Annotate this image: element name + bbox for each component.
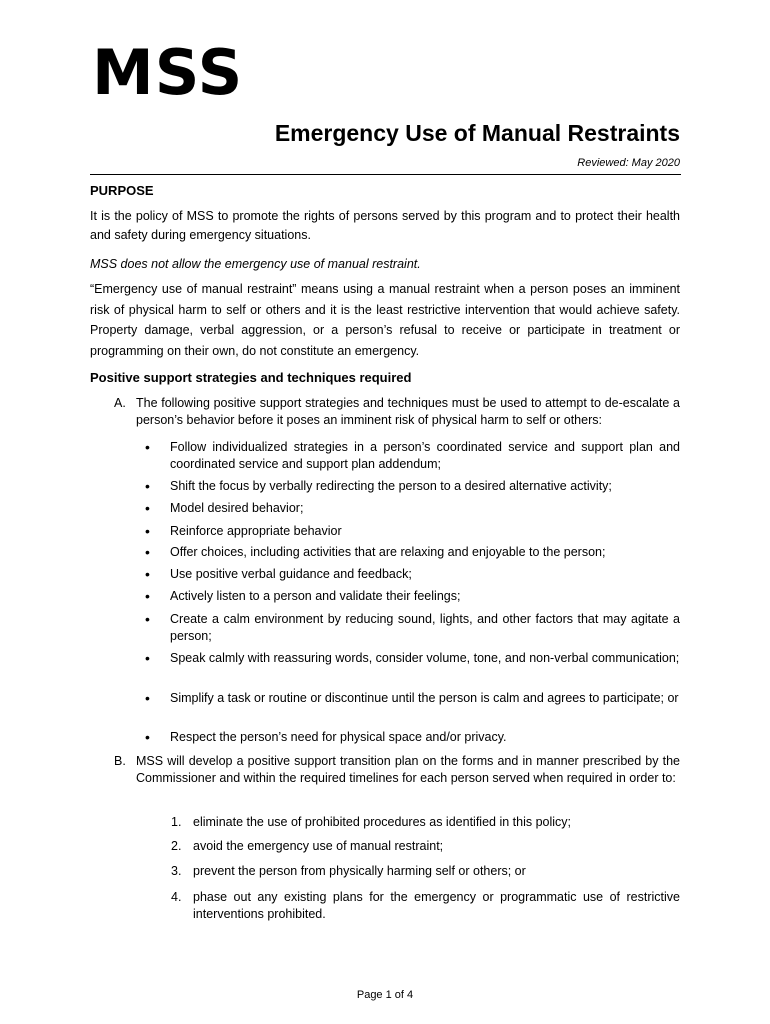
bullet-icon: •	[145, 566, 150, 582]
bullet-item	[145, 611, 680, 645]
bullet-text: Create a calm environment by reducing sound, lights, and other factors that may agitate a person;	[170, 612, 680, 643]
list-item-b-text: MSS will develop a positive support transition plan on the forms and in manner prescribed by the Commissioner and within the required timelines for each person served when required in order to:	[136, 754, 680, 785]
number-marker: 1.	[171, 815, 182, 829]
bullet-icon: •	[145, 611, 150, 627]
reviewed-date: Reviewed: May 2020	[577, 157, 680, 169]
bullet-icon: •	[145, 478, 150, 494]
list-item-b	[114, 753, 680, 787]
bullet-item	[145, 566, 680, 583]
number-marker: 2.	[171, 839, 182, 853]
numbered-item	[171, 814, 680, 831]
numbered-item	[171, 889, 680, 923]
bullet-item	[145, 729, 680, 746]
bullet-text: Respect the person’s need for physical space and/or privacy.	[170, 730, 507, 744]
list-marker-b: B.	[114, 754, 126, 768]
bullet-text: Speak calmly with reassuring words, consider volume, tone, and non-verbal communication;	[170, 651, 680, 665]
bullet-icon: •	[145, 500, 150, 516]
numbered-text: phase out any existing plans for the emergency or programmatic use of restrictive interventions prohibited.	[193, 890, 680, 921]
bullet-item	[145, 650, 680, 667]
page-title: Emergency Use of Manual Restraints	[274, 120, 680, 146]
purpose-paragraph-2: MSS does not allow the emergency use of manual restraint.	[90, 257, 421, 271]
list-item-a	[114, 395, 680, 429]
bullet-item	[145, 690, 680, 707]
bullet-icon: •	[145, 544, 150, 560]
bullet-icon: •	[145, 588, 150, 604]
purpose-heading: PURPOSE	[90, 183, 154, 198]
number-marker: 3.	[171, 864, 182, 878]
number-marker: 4.	[171, 890, 182, 904]
numbered-item	[171, 863, 680, 880]
bullet-text: Offer choices, including activities that are relaxing and enjoyable to the person;	[170, 545, 606, 559]
numbered-text: eliminate the use of prohibited procedures as identified in this policy;	[193, 815, 571, 829]
numbered-text: avoid the emergency use of manual restraint;	[193, 839, 444, 853]
bullet-item	[145, 500, 680, 517]
bullet-text: Actively listen to a person and validate their feelings;	[170, 589, 461, 603]
mss-logo: MSS	[92, 36, 244, 109]
section-heading: Positive support strategies and techniques required	[90, 370, 412, 385]
purpose-paragraph-1: It is the policy of MSS to promote the rights of persons served by this program and to protect their health and safety during emergency situations.	[90, 209, 680, 242]
bullet-text: Reinforce appropriate behavior	[170, 524, 342, 538]
bullet-text: Model desired behavior;	[170, 501, 304, 515]
bullet-text: Shift the focus by verbally redirecting the person to a desired alternative activity;	[170, 479, 612, 493]
list-marker-a: A.	[114, 396, 126, 410]
bullet-icon: •	[145, 439, 150, 455]
numbered-item	[171, 838, 680, 855]
bullet-icon: •	[145, 523, 150, 539]
bullet-text: Simplify a task or routine or discontinue until the person is calm and agrees to participate; or	[170, 691, 679, 705]
purpose-paragraph-3: “Emergency use of manual restraint” means using a manual restraint when a person poses an imminent risk of physical harm to self or others and it is the least restrictive intervention that would achieve safety. Property damage, verbal aggression, or a person’s refusal to receive or participate in treatment or programming on their own, do not constitute an emergency.	[90, 282, 680, 358]
numbered-text: prevent the person from physically harming self or others; or	[193, 864, 526, 878]
bullet-item	[145, 523, 680, 540]
bullet-item	[145, 478, 680, 495]
bullet-text: Follow individualized strategies in a person’s coordinated service and support plan and coordinated service and support plan addendum;	[170, 440, 680, 471]
bullet-icon: •	[145, 729, 150, 745]
title-divider	[90, 174, 681, 175]
page-number: Page 1 of 4	[356, 989, 414, 1001]
bullet-item	[145, 588, 680, 605]
bullet-item	[145, 544, 680, 561]
bullet-text: Use positive verbal guidance and feedback;	[170, 567, 412, 581]
bullet-icon: •	[145, 690, 150, 706]
bullet-item	[145, 439, 680, 473]
list-item-a-text: The following positive support strategies and techniques must be used to attempt to de-escalate a person’s behavior before it poses an imminent risk of physical harm to self or others:	[136, 396, 680, 427]
bullet-icon: •	[145, 650, 150, 666]
